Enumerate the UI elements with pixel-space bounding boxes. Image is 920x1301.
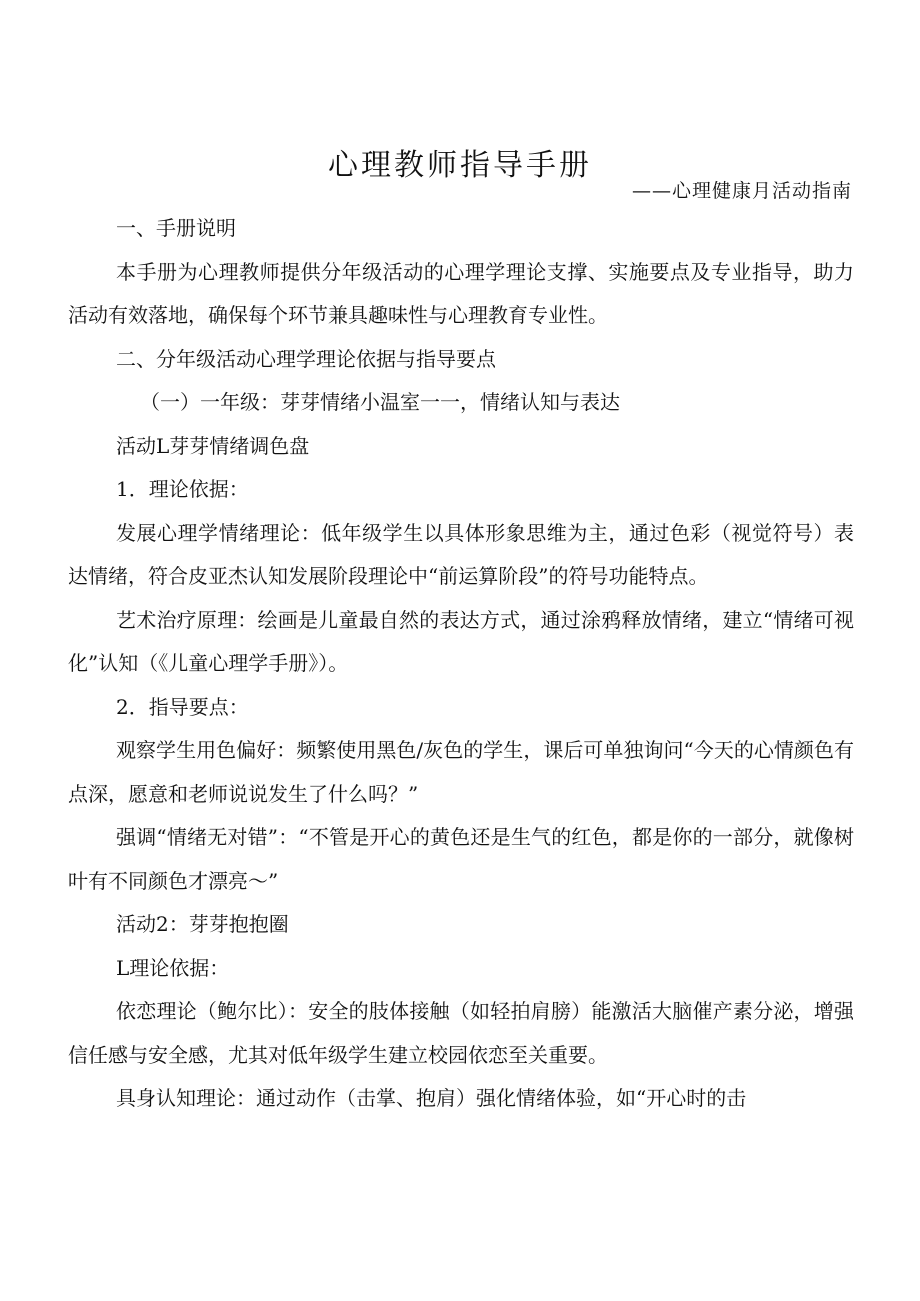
document-title: 心理教师指导手册 [328, 148, 592, 184]
paragraph: 本手册为心理教师提供分年级活动的心理学理论支撑、实施要点及专业指导，助力活动有效落地，确保每个环节兼具趣味性与心理教育专业性。 [68, 259, 854, 327]
document-subtitle: ——心理健康月活动指南 [631, 180, 852, 202]
paragraph: 二、分年级活动心理学理论依据与指导要点 [116, 346, 496, 371]
paragraph: 2．指导要点： [116, 694, 249, 719]
document-body [68, 207, 854, 1121]
paragraph: 强调“情绪无对错”：“不管是开心的黄色还是生气的红色，都是你的一部分，就像树叶有不同颜色才漂亮～” [68, 825, 854, 893]
paragraph: 一、手册说明 [116, 216, 236, 240]
paragraph: 观察学生用色偏好：频繁使用黑色/灰色的学生，课后可单独询问“今天的心情颜色有点深，愿意和老师说说发生了什么吗？” [68, 738, 854, 806]
paragraph: 艺术治疗原理：绘画是儿童最自然的表达方式，通过涂鸦释放情绪，建立“情绪可视化”认知（《儿童心理学手册》）。 [68, 607, 854, 675]
paragraph: （一）一年级：芽芽情绪小温室一一，情绪认知与表达 [140, 390, 620, 414]
paragraph: 发展心理学情绪理论：低年级学生以具体形象思维为主，通过色彩（视觉符号）表达情绪，符合皮亚杰认知发展阶段理论中“前运算阶段”的符号功能特点。 [68, 520, 854, 588]
paragraph: 活动L芽芽情绪调色盘 [116, 433, 310, 458]
paragraph: 具身认知理论：通过动作（击掌、抱肩）强化情绪体验，如“开心时的击 [116, 1086, 747, 1110]
paragraph: L理论依据： [116, 955, 230, 980]
paragraph: 依恋理论（鲍尔比）：安全的肢体接触（如轻拍肩膀）能激活大脑催产素分泌，增强信任感与安全感，尤其对低年级学生建立校园依恋至关重要。 [68, 999, 854, 1067]
paragraph: 活动2：芽芽抱抱圈 [116, 912, 289, 936]
paragraph: 1．理论依据： [116, 477, 249, 501]
